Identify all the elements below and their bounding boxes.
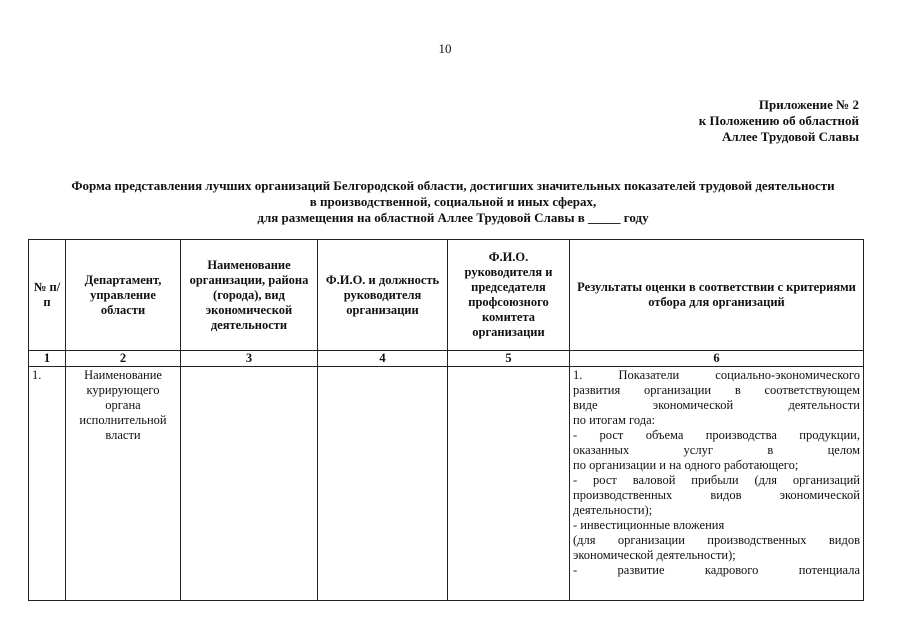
header-criteria: Результаты оценки в соответствии с критериями отбора для организаций <box>570 240 864 351</box>
criteria-line: по итогам года: <box>573 413 656 427</box>
row-organization <box>181 367 318 601</box>
criteria-line: - развитие кадрового потенциала <box>573 563 860 577</box>
criteria-line: виде экономической деятельности <box>573 398 860 412</box>
header-union-head: Ф.И.О. руководителя и председателя профсоюзного комитета организации <box>448 240 570 351</box>
criteria-line: 1. Показатели социально-экономического <box>573 368 860 382</box>
page-number: 10 <box>438 41 452 56</box>
header-head: Ф.И.О. и должность руководителя организации <box>318 240 448 351</box>
column-number: 1 <box>29 351 66 367</box>
form-title-line-2: в производственной, социальной и иных сферах, <box>309 194 597 209</box>
appendix-line-2: к Положению об областной <box>698 113 859 128</box>
appendix-line-1: Приложение № 2 <box>758 97 859 112</box>
column-numbers-row <box>29 351 864 367</box>
table-row <box>29 367 864 601</box>
criteria-line: - рост валовой прибыли (для организаций <box>573 473 860 487</box>
header-organization: Наименование организации, района (города), вид экономической деятельности <box>181 240 318 351</box>
criteria-line: по организации и на одного работающего; <box>573 458 799 472</box>
row-head <box>318 367 448 601</box>
row-num: 1. <box>29 367 66 601</box>
criteria-line: развития организации в соответствующем <box>573 383 860 397</box>
criteria-line: экономической деятельности); <box>573 548 736 562</box>
column-number: 4 <box>318 351 448 367</box>
header-num: № п/п <box>29 240 66 351</box>
row-criteria <box>570 367 864 601</box>
appendix-heading <box>699 97 859 145</box>
criteria-line: оказанных услуг в целом <box>573 443 860 457</box>
column-number: 6 <box>570 351 864 367</box>
column-number: 5 <box>448 351 570 367</box>
form-title-line-1: Форма представления лучших организаций Белгородской области, достигших значительных показателей трудовой деятельности <box>71 178 835 193</box>
criteria-line: производственных видов экономической <box>573 488 860 502</box>
row-union-head <box>448 367 570 601</box>
row-department: Наименование курирующего органа исполнительной власти <box>66 367 181 601</box>
appendix-line-3: Аллее Трудовой Славы <box>722 129 859 144</box>
form-title <box>28 178 878 226</box>
header-department: Департамент, управление области <box>66 240 181 351</box>
organizations-table <box>28 239 864 601</box>
form-title-line-3: для размещения на областной Аллее Трудовой Славы в _____ году <box>257 210 649 225</box>
column-number: 3 <box>181 351 318 367</box>
criteria-line: - инвестиционные вложения <box>573 518 725 532</box>
column-number: 2 <box>66 351 181 367</box>
criteria-line: деятельности); <box>573 503 653 517</box>
table-header-row <box>29 240 864 351</box>
criteria-line: - рост объема производства продукции, <box>573 428 860 442</box>
criteria-line: (для организации производственных видов <box>573 533 860 547</box>
